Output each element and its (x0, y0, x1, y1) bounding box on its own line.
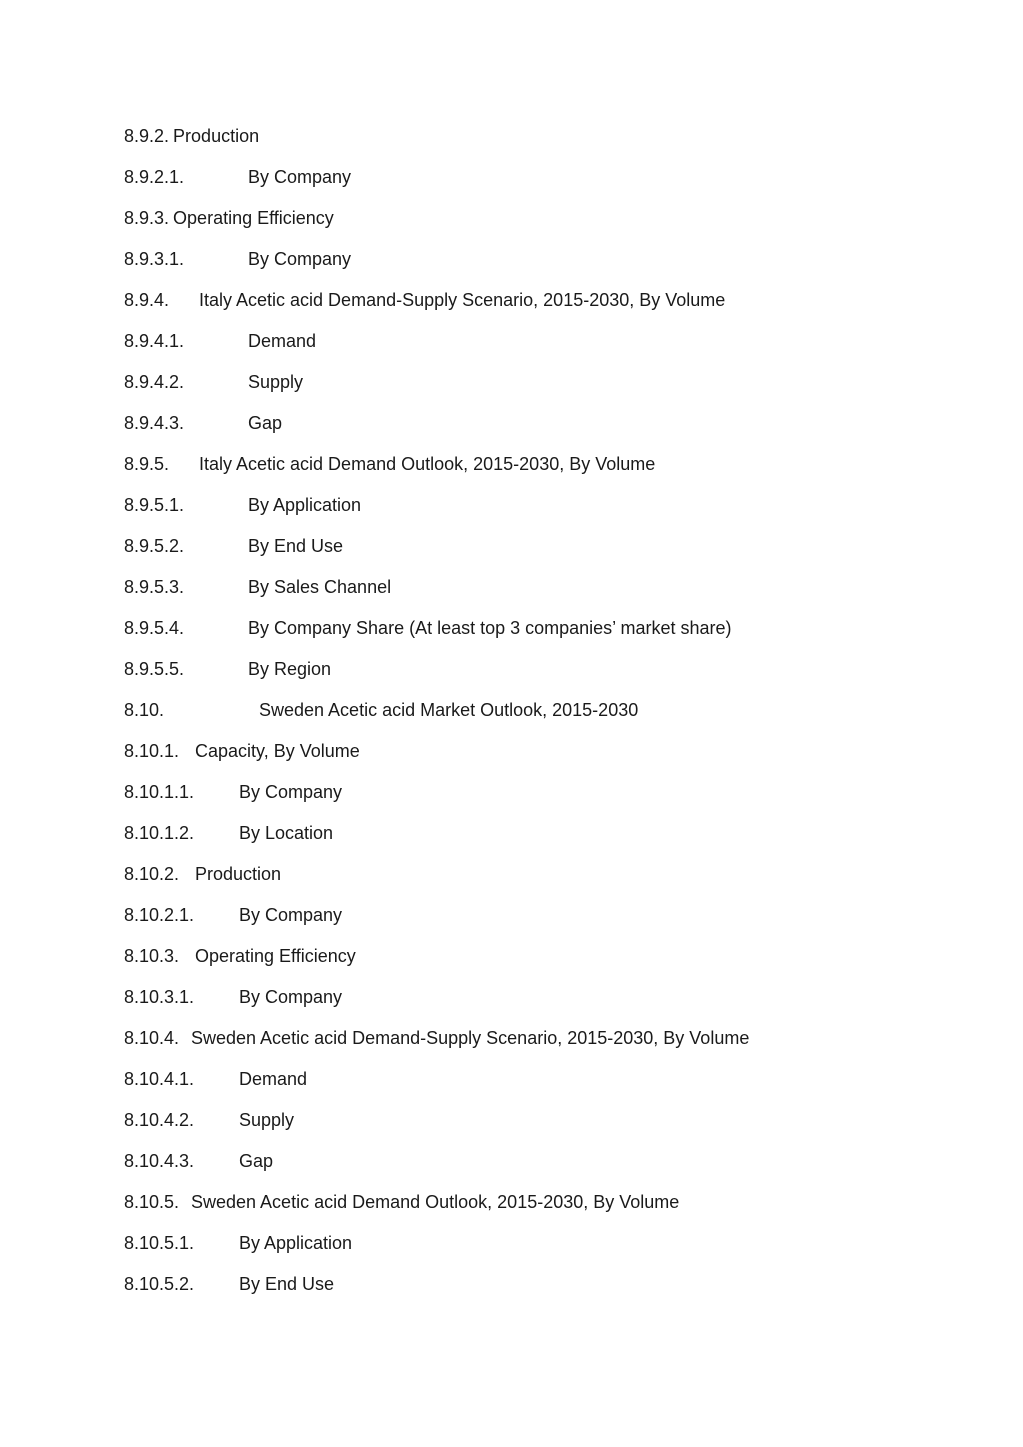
toc-entry (124, 863, 924, 904)
toc-entry (124, 945, 924, 986)
toc-entry (124, 330, 924, 371)
toc-text: By Region (248, 659, 332, 679)
toc-number: 8.9.5.3. (124, 577, 185, 597)
toc-text: By End Use (248, 536, 344, 556)
toc-text: Sweden Acetic acid Market Outlook, 2015-2030 (259, 700, 639, 720)
toc-number: 8.9.5. (124, 454, 170, 474)
toc-number: 8.9.2.1. (124, 167, 185, 187)
toc-number: 8.10.1.2. (124, 823, 195, 843)
toc-entry (124, 289, 924, 330)
toc-text: By Company (248, 167, 352, 187)
toc-entry (124, 1068, 924, 1109)
toc-text: Production (173, 126, 260, 146)
toc-entry (124, 412, 924, 453)
toc-entry (124, 453, 924, 494)
toc-number: 8.10.4. (124, 1028, 180, 1048)
toc-number: 8.9.5.1. (124, 495, 185, 515)
toc-number: 8.9.2. (124, 126, 170, 146)
toc-number: 8.9.3.1. (124, 249, 185, 269)
toc-text: By Company (239, 782, 343, 802)
toc-text: By Company (239, 987, 343, 1007)
toc-number: 8.10.5.1. (124, 1233, 195, 1253)
toc-number: 8.9.4.2. (124, 372, 185, 392)
toc-entry (124, 371, 924, 412)
toc-number: 8.9.5.5. (124, 659, 185, 679)
toc-text: By Company (248, 249, 352, 269)
toc-text: Gap (239, 1151, 274, 1171)
toc-entry (124, 822, 924, 863)
toc-number: 8.10.1. (124, 741, 180, 761)
table-of-contents (124, 125, 924, 1314)
toc-number: 8.9.4.3. (124, 413, 185, 433)
toc-entry (124, 494, 924, 535)
toc-entry (124, 617, 924, 658)
toc-text: Italy Acetic acid Demand-Supply Scenario, 2015-2030, By Volume (199, 290, 726, 310)
toc-entry (124, 1273, 924, 1314)
toc-text: By Application (248, 495, 362, 515)
toc-entry (124, 740, 924, 781)
toc-number: 8.10.4.1. (124, 1069, 195, 1089)
toc-text: Operating Efficiency (195, 946, 356, 966)
toc-text: Sweden Acetic acid Demand-Supply Scenario, 2015-2030, By Volume (191, 1028, 750, 1048)
toc-entry (124, 1109, 924, 1150)
toc-text: By Company (239, 905, 343, 925)
toc-entry (124, 166, 924, 207)
toc-entry (124, 658, 924, 699)
toc-entry (124, 781, 924, 822)
toc-number: 8.9.3. (124, 208, 170, 228)
toc-entry (124, 576, 924, 617)
toc-text: Sweden Acetic acid Demand Outlook, 2015-2030, By Volume (191, 1192, 680, 1212)
toc-entry (124, 1191, 924, 1232)
toc-number: 8.10.2.1. (124, 905, 195, 925)
toc-text: Supply (248, 372, 304, 392)
toc-text: Supply (239, 1110, 295, 1130)
toc-text: By Company Share (At least top 3 companies’ market share) (248, 618, 732, 638)
toc-text: Demand (239, 1069, 308, 1089)
toc-entry (124, 207, 924, 248)
toc-number: 8.10.3.1. (124, 987, 195, 1007)
toc-entry (124, 1150, 924, 1191)
toc-number: 8.9.5.2. (124, 536, 185, 556)
toc-number: 8.9.5.4. (124, 618, 185, 638)
toc-text: Demand (248, 331, 317, 351)
toc-number: 8.10.5. (124, 1192, 180, 1212)
toc-number: 8.10.4.2. (124, 1110, 195, 1130)
toc-entry (124, 986, 924, 1027)
toc-entry (124, 535, 924, 576)
toc-text: By Sales Channel (248, 577, 392, 597)
toc-text: By Application (239, 1233, 353, 1253)
toc-number: 8.10.2. (124, 864, 180, 884)
toc-number: 8.10.5.2. (124, 1274, 195, 1294)
toc-number: 8.10.3. (124, 946, 180, 966)
toc-text: Operating Efficiency (173, 208, 334, 228)
toc-entry (124, 904, 924, 945)
toc-text: Gap (248, 413, 283, 433)
toc-entry (124, 1232, 924, 1273)
toc-text: By End Use (239, 1274, 335, 1294)
toc-entry (124, 248, 924, 289)
toc-entry (124, 1027, 924, 1068)
toc-number: 8.10.4.3. (124, 1151, 195, 1171)
toc-entry (124, 125, 924, 166)
toc-text: Capacity, By Volume (195, 741, 360, 761)
toc-number: 8.10. (124, 700, 165, 720)
toc-number: 8.9.4. (124, 290, 170, 310)
toc-number: 8.9.4.1. (124, 331, 185, 351)
toc-entry (124, 699, 924, 740)
toc-text: Italy Acetic acid Demand Outlook, 2015-2030, By Volume (199, 454, 656, 474)
toc-text: By Location (239, 823, 334, 843)
toc-number: 8.10.1.1. (124, 782, 195, 802)
toc-text: Production (195, 864, 282, 884)
